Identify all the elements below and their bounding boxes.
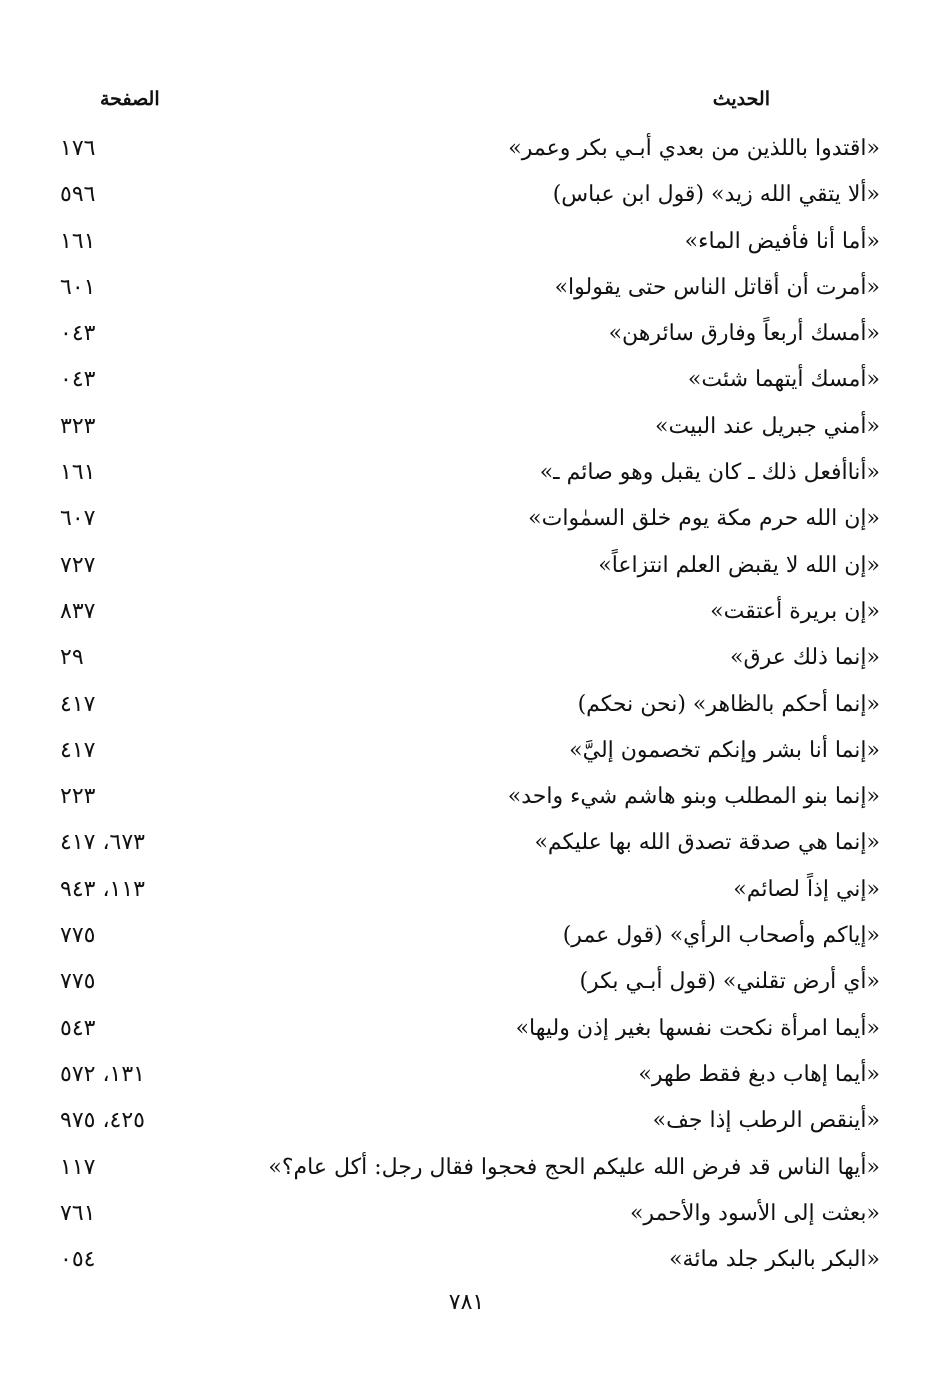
page-reference-text: ٩٢ (60, 645, 84, 671)
page-reference (60, 597, 220, 627)
hadith-text: «أمسك أربعاً وفارق سائرهن» (608, 321, 880, 347)
page-reference (60, 828, 220, 858)
page-reference (60, 1014, 220, 1044)
list-item (60, 319, 880, 365)
list-item (60, 643, 880, 689)
page-reference-text: ١٦١ (60, 460, 96, 486)
page-reference-text: ٣٢٢ (60, 784, 96, 810)
list-item (60, 1014, 880, 1060)
page-reference (60, 180, 220, 210)
list-item (60, 180, 880, 226)
page-reference (60, 227, 220, 257)
page-reference-text: ١٣١، ٢٧٥ (60, 1061, 145, 1087)
hadith-text: «إنما أحكم بالظاهر» (نحن نحكم) (577, 691, 880, 717)
list-item (60, 134, 880, 180)
list-item (60, 504, 880, 550)
list-item (60, 273, 880, 319)
page-number: ٧٨١ (448, 1290, 485, 1315)
hadith-text: «إنما بنو المطلب وبنو هاشم شيء واحد» (507, 784, 880, 810)
page-column-header: الصفحة (100, 88, 160, 110)
hadith-text: «أينقص الرطب إذا جف» (652, 1108, 880, 1134)
list-item (60, 690, 880, 736)
page-reference (60, 365, 220, 395)
list-item (60, 412, 880, 458)
list-item (60, 597, 880, 643)
hadith-index-list (60, 134, 880, 1291)
page-reference-text: ١٠٦ (60, 274, 96, 300)
page-reference (60, 736, 220, 766)
hadith-text: «إن الله حرم مكة يوم خلق السمٰوات» (528, 506, 880, 532)
hadith-text: «إني إذاً لصائم» (733, 876, 880, 902)
hadith-text: «أمني جبريل عند البيت» (655, 413, 880, 439)
page-reference (60, 551, 220, 581)
page-reference (60, 643, 220, 673)
hadith-text: «إياكم وأصحاب الرأي» (قول عمر) (562, 923, 880, 949)
list-item (60, 921, 880, 967)
page-reference-text: ٣٤٠ (60, 321, 96, 347)
list-item (60, 828, 880, 874)
page-reference-text: ٦٧١ (60, 136, 96, 161)
hadith-text: «بعثت إلى الأسود والأحمر» (629, 1200, 880, 1226)
page-reference (60, 1106, 220, 1136)
table-header (90, 88, 780, 118)
page-reference-text: ٣٤٥ (60, 1015, 96, 1041)
hadith-text: «البكر بالبكر جلد مائة» (669, 1247, 880, 1273)
hadith-text: «أيما إهاب دبغ فقط طهر» (638, 1061, 880, 1087)
list-item (60, 1106, 880, 1152)
page-reference-text: ٣١١، ٣٤٩ (60, 876, 145, 902)
page-reference-text: ٧١٤ (60, 691, 96, 717)
hadith-text: «اقتدوا باللذين من بعدي أبـي بكر وعمر» (508, 136, 880, 161)
page-reference-text: ٣٧٦، ٧١٤ (60, 830, 145, 856)
hadith-text: «أناأفعل ذلك ـ كان يقبل وهو صائم ـ» (539, 460, 880, 486)
page-reference-text: ٣٢٣ (60, 413, 96, 439)
hadith-text: «إنما أنا بشر وإنكم تخصمون إليَّ» (569, 737, 880, 763)
list-item (60, 1245, 880, 1291)
page-reference-text: ٧١١ (60, 1154, 96, 1180)
page-reference-text: ٦٩٥ (60, 182, 96, 208)
page-reference (60, 458, 220, 488)
page-reference (60, 412, 220, 442)
page-reference-text: ١٦٧ (60, 1200, 96, 1226)
page-reference (60, 1153, 220, 1183)
list-item (60, 365, 880, 411)
page-reference-text: ٣٤٠ (60, 367, 96, 393)
list-item (60, 1153, 880, 1199)
hadith-text: «أما أنا فأفيض الماء» (684, 228, 880, 254)
page-reference (60, 875, 220, 905)
page-reference (60, 134, 220, 164)
page-reference-text: ٤٥٠ (60, 1247, 96, 1273)
hadith-text: «أيها الناس قد فرض الله عليكم الحج فحجوا فقال رجل: أكل عام؟» (268, 1154, 880, 1180)
page-reference-text: ٧٢٧ (60, 552, 96, 578)
hadith-text: «أيما امرأة نكحت نفسها بغير إذن وليها» (515, 1015, 880, 1041)
hadith-text: «أمرت أن أقاتل الناس حتى يقولوا» (554, 274, 880, 300)
page-reference-text: ٧٠٦ (60, 506, 96, 532)
list-item (60, 458, 880, 504)
list-item (60, 1199, 880, 1245)
page-reference (60, 1245, 220, 1275)
page-reference (60, 967, 220, 997)
page-reference-text: ٧٣٨ (60, 598, 96, 624)
page-reference (60, 319, 220, 349)
hadith-text: «إنما هي صدقة تصدق الله بها عليكم» (534, 830, 880, 856)
page-reference (60, 1199, 220, 1229)
page-reference-text: ٥٢٤، ٥٧٩ (60, 1108, 145, 1134)
page-reference-text: ٥٧٧ (60, 969, 96, 995)
page-reference (60, 782, 220, 812)
list-item (60, 782, 880, 828)
hadith-text: «إن بريرة أعتقت» (710, 598, 880, 624)
page-reference-text: ١٦١ (60, 228, 96, 254)
hadith-text: «أي أرض تقلني» (قول أبـي بكر) (579, 969, 880, 995)
page-reference (60, 1060, 220, 1090)
page-reference (60, 921, 220, 951)
hadith-text: «إن الله لا يقبض العلم انتزاعاً» (598, 552, 880, 578)
page-reference-text: ٥٧٧ (60, 923, 96, 949)
list-item (60, 551, 880, 597)
list-item (60, 967, 880, 1013)
list-item (60, 227, 880, 273)
page-reference (60, 504, 220, 534)
list-item (60, 1060, 880, 1106)
list-item (60, 875, 880, 921)
hadith-column-header: الحديث (712, 88, 770, 110)
hadith-text: «أمسك أيتهما شئت» (687, 367, 880, 393)
page-reference (60, 273, 220, 303)
list-item (60, 736, 880, 782)
page-reference-text: ٧١٤ (60, 737, 96, 763)
page-reference (60, 690, 220, 720)
hadith-text: «إنما ذلك عرق» (730, 645, 880, 671)
hadith-text: «ألا يتقي الله زيد» (قول ابن عباس) (552, 182, 880, 208)
